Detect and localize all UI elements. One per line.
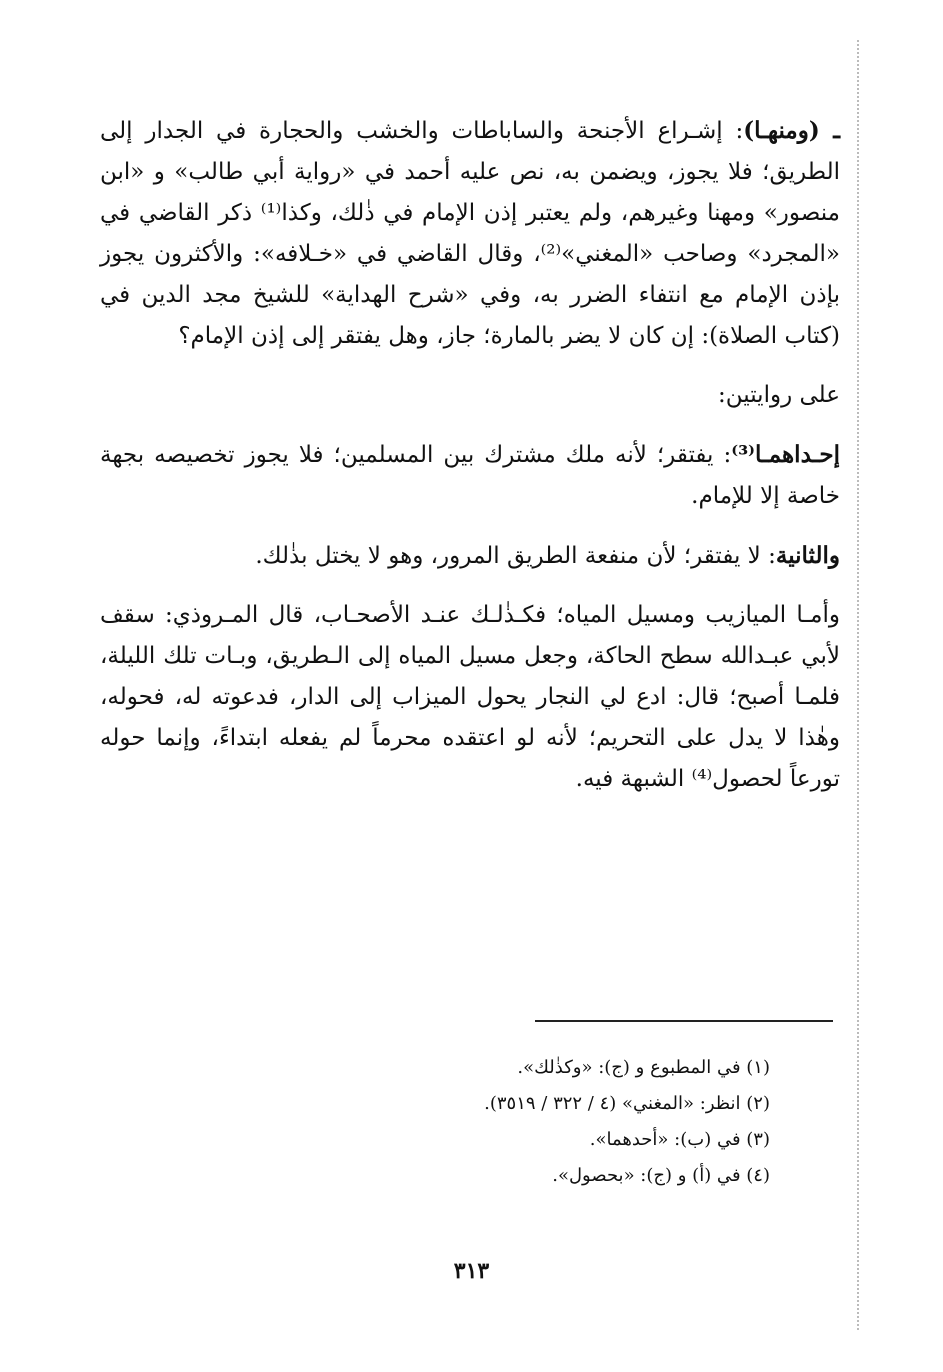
footnote-separator — [535, 1020, 833, 1022]
paragraph-2: على روايتين: — [718, 382, 840, 408]
paragraph-5: وأمـا الميازيب ومسيل المياه؛ فكـذٰلـك عنـد الأصحـاب، قال المـروذي: سقف لأبي عبـدالله سطح الحاكة، وجعل مسيل المياه إلى الـطريق، وبـات تلك الليلة، فلمـا أصبح؛ قال: ادع لي النجار يحول الميزاب إلى الدار، فدعوته له، فحوله، وهٰذا لا يدل على التحريم؛ لأنه لو اعتقده محرماً لم يفعله ابتداءً، وإنما حوله تورعاً لحصول⁽⁴⁾ الشبهة فيه. — [100, 602, 840, 792]
footnote-4: (٤) في (أ) و (ج): «بحصول». — [552, 1165, 770, 1186]
footnote-2: (٢) انظر: «المغني» (٤ / ٣٢٢ / ٣٥١٩). — [484, 1093, 770, 1114]
paragraph-4-text: : لا يفتقر؛ لأن منفعة الطريق المرور، وهو لا يختل بذٰلك. — [255, 543, 776, 569]
main-text — [100, 110, 840, 818]
margin-dotted-line — [857, 40, 859, 1330]
paragraph-4-lead: والثانية — [775, 542, 840, 569]
footnote-1: (١) في المطبوع و (ج): «وكذٰلك». — [517, 1057, 770, 1078]
paragraph-3-text: : يفتقر؛ لأنه ملك مشترك بين المسلمين؛ فلا يجوز تخصيصه بجهة خاصة إلا للإمام. — [100, 442, 840, 509]
paragraph-1-lead: ـ (ومنهـا) — [743, 117, 840, 144]
paragraph-3-lead: إحـداهمـا⁽³⁾ — [731, 441, 840, 468]
paragraph-4 — [100, 535, 840, 577]
page-number: ٣١٣ — [453, 1258, 490, 1284]
footnote-3: (٣) في (ب): «أحدهما». — [589, 1129, 770, 1150]
footnotes — [360, 1050, 770, 1194]
paragraph-3 — [100, 434, 840, 517]
paragraph-1 — [100, 110, 840, 357]
paragraph-1-text: : إشـراع الأجنحة والساباطات والخشب والحجارة في الجدار إلى الطريق؛ فلا يجوز، ويضمن به، نص عليه أحمد في «رواية أبي طالب» و «ابن منصور» ومهنا وغيرهم، ولم يعتبر إذن الإمام في ذٰلك، وكذا⁽¹⁾ ذكر القاضي في «المجرد» وصاحب «المغني»⁽²⁾، وقال القاضي في «خـلافه»: والأكثرون يجوز بإذن الإمام مع انتفاء الضرر به، وفي «شرح الهداية» للشيخ مجد الدين في (كتاب الصلاة): إن كان لا يضر بالمارة؛ جاز، وهل يفتقر إلى إذن الإمام؟ — [100, 118, 840, 349]
